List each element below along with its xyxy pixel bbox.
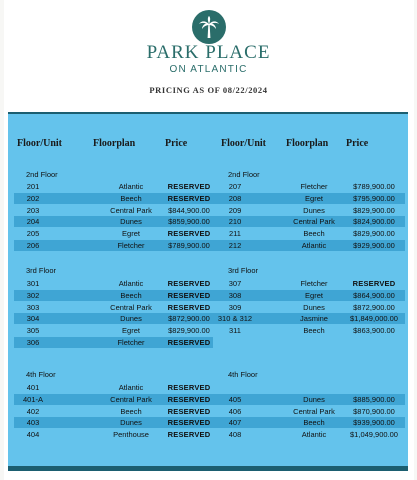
price-cell: $829,900.00 [168,326,210,336]
floor-label: 2nd Floor [26,170,58,179]
floorplan-cell: Central Park [110,205,152,215]
price-cell: $872,900.00 [168,314,210,324]
floorplan-cell: Fletcher [300,279,328,288]
unit-cell: 302 [26,290,40,300]
header-floorplan-left: Floorplan [93,138,136,149]
table-row [14,394,213,405]
unit-cell: 202 [26,193,40,203]
price-cell: RESERVED [167,406,211,416]
table-row [213,278,405,289]
floor-label: 3rd Floor [26,266,57,275]
floorplan-cell: Atlantic [301,430,327,440]
table-row [14,417,213,428]
price-cell: $864,900.00 [353,290,395,300]
floorplan-cell: Egret [305,193,323,203]
unit-cell: 306 [26,338,40,347]
table-row [14,313,213,324]
table-row [14,325,213,336]
floorplan-cell: Atlantic [301,241,327,250]
table-row [14,193,213,204]
unit-cell: 203 [26,205,40,215]
table-row [14,302,213,313]
floorplan-cell: Beech [120,406,142,416]
price-cell: $795,900.00 [353,193,395,203]
pricing-date: PRICING AS OF 08/22/2024 [149,85,268,95]
unit-cell: 206 [26,241,40,250]
unit-cell: 304 [26,314,40,324]
table-row [14,205,213,216]
unit-cell: 301 [26,279,40,288]
price-cell: $929,900.00 [353,241,395,250]
table-row [14,181,213,192]
table-row [213,290,405,301]
unit-cell: 307 [228,279,242,288]
floorplan-cell: Central Park [110,394,152,404]
floor-label: 4th Floor [228,370,258,379]
floorplan-cell: Dunes [120,418,142,428]
unit-cell: 208 [228,193,242,203]
floorplan-cell: Beech [120,193,142,203]
floorplan-cell: Beech [303,418,325,428]
unit-cell: 401 [26,383,40,392]
unit-cell: 401-A [22,394,43,404]
table-row [14,429,213,440]
brand-subtitle: ON ATLANTIC [169,64,248,75]
table-row [213,394,405,405]
floorplan-cell: Atlantic [118,279,144,288]
unit-cell: 210 [228,217,242,227]
table-row [213,429,405,440]
price-cell: $939,900.00 [353,418,395,428]
header-price-right: Price [346,138,369,149]
floorplan-cell: Atlantic [118,182,144,191]
floorplan-cell: Central Park [110,302,152,312]
floorplan-cell: Egret [122,229,140,239]
price-cell: $829,900.00 [353,205,395,215]
table-row [213,302,405,313]
floorplan-cell: Dunes [303,302,325,312]
table-row [14,228,213,239]
price-cell: $824,900.00 [353,217,395,227]
price-cell: $863,900.00 [353,326,395,336]
price-cell: RESERVED [167,302,211,312]
price-cell: RESERVED [167,182,211,191]
unit-cell: 407 [228,418,242,428]
floorplan-cell: Egret [305,290,323,300]
unit-cell: 204 [26,217,40,227]
price-cell: RESERVED [167,383,211,392]
table-row [14,406,213,417]
price-cell: RESERVED [167,338,211,347]
price-cell: RESERVED [167,418,211,428]
floor-label: 4th Floor [26,370,56,379]
header-floorplan-right: Floorplan [286,138,329,149]
price-cell: RESERVED [167,290,211,300]
brand-name: PARK PLACE [146,42,271,63]
price-cell: $1,849,000.00 [350,314,398,324]
price-cell: $885,900.00 [353,394,395,404]
floorplan-cell: Beech [120,290,142,300]
price-cell: $1,049,900.00 [350,430,398,440]
table-row [14,216,213,227]
unit-cell: 207 [228,182,242,191]
floorplan-cell: Dunes [303,205,325,215]
floorplan-cell: Jasmine [300,314,328,324]
floor-label: 2nd Floor [228,170,260,179]
unit-cell: 402 [26,406,40,416]
price-cell: $859,900.00 [168,217,210,227]
table-row [14,240,213,251]
unit-cell: 211 [229,229,241,239]
floorplan-cell: Dunes [303,394,325,404]
table-row [213,325,405,336]
floorplan-cell: Egret [122,326,140,336]
price-cell: RESERVED [167,394,211,404]
unit-cell: 406 [228,406,242,416]
unit-cell: 209 [228,205,242,215]
table-row [213,240,405,251]
table-row [213,228,405,239]
floor-label: 3rd Floor [228,266,259,275]
floorplan-cell: Fletcher [300,182,328,191]
floorplan-cell: Dunes [120,217,142,227]
price-cell: $789,900.00 [353,182,395,191]
unit-cell: 310 & 312 [217,314,253,324]
table-row [14,337,213,348]
unit-cell: 303 [26,302,40,312]
price-cell: $870,900.00 [353,406,395,416]
unit-cell: 205 [26,229,40,239]
price-cell: RESERVED [167,279,211,288]
floorplan-cell: Fletcher [117,241,145,250]
floorplan-cell: Beech [303,326,325,336]
price-cell: $829,900.00 [353,229,395,239]
table-row [14,290,213,301]
unit-cell: 212 [228,241,242,250]
table-row [213,313,405,324]
unit-cell: 404 [26,430,40,440]
header-floor-unit-right: Floor/Unit [221,138,266,149]
floorplan-cell: Dunes [120,314,142,324]
price-cell: $789,900.00 [168,241,210,250]
price-cell: RESERVED [167,430,211,440]
floorplan-cell: Penthouse [113,430,149,440]
unit-cell: 305 [26,326,40,336]
unit-cell: 308 [228,290,242,300]
floorplan-cell: Fletcher [117,338,145,347]
table-row [213,417,405,428]
unit-cell: 201 [26,182,40,191]
unit-cell: 405 [228,394,242,404]
unit-cell: 311 [229,326,241,336]
floorplan-cell: Atlantic [118,383,144,392]
unit-cell: 408 [228,430,242,440]
table-row [213,406,405,417]
table-row [14,382,213,393]
price-cell: RESERVED [167,229,211,239]
table-row [213,181,405,192]
unit-cell: 403 [26,418,40,428]
unit-cell: 309 [228,302,242,312]
price-cell: $844,900.00 [168,205,210,215]
palm-tree-icon [192,10,226,44]
header-price-left: Price [165,138,188,149]
floorplan-cell: Central Park [293,217,335,227]
table-row [213,382,405,393]
table-row [14,278,213,289]
floorplan-cell: Beech [303,229,325,239]
price-cell: RESERVED [167,193,211,203]
table-row [213,193,405,204]
floorplan-cell: Central Park [293,406,335,416]
price-cell: $872,900.00 [353,302,395,312]
table-row [213,205,405,216]
table-row [213,216,405,227]
price-cell: RESERVED [352,279,396,288]
header-floor-unit-left: Floor/Unit [17,138,62,149]
